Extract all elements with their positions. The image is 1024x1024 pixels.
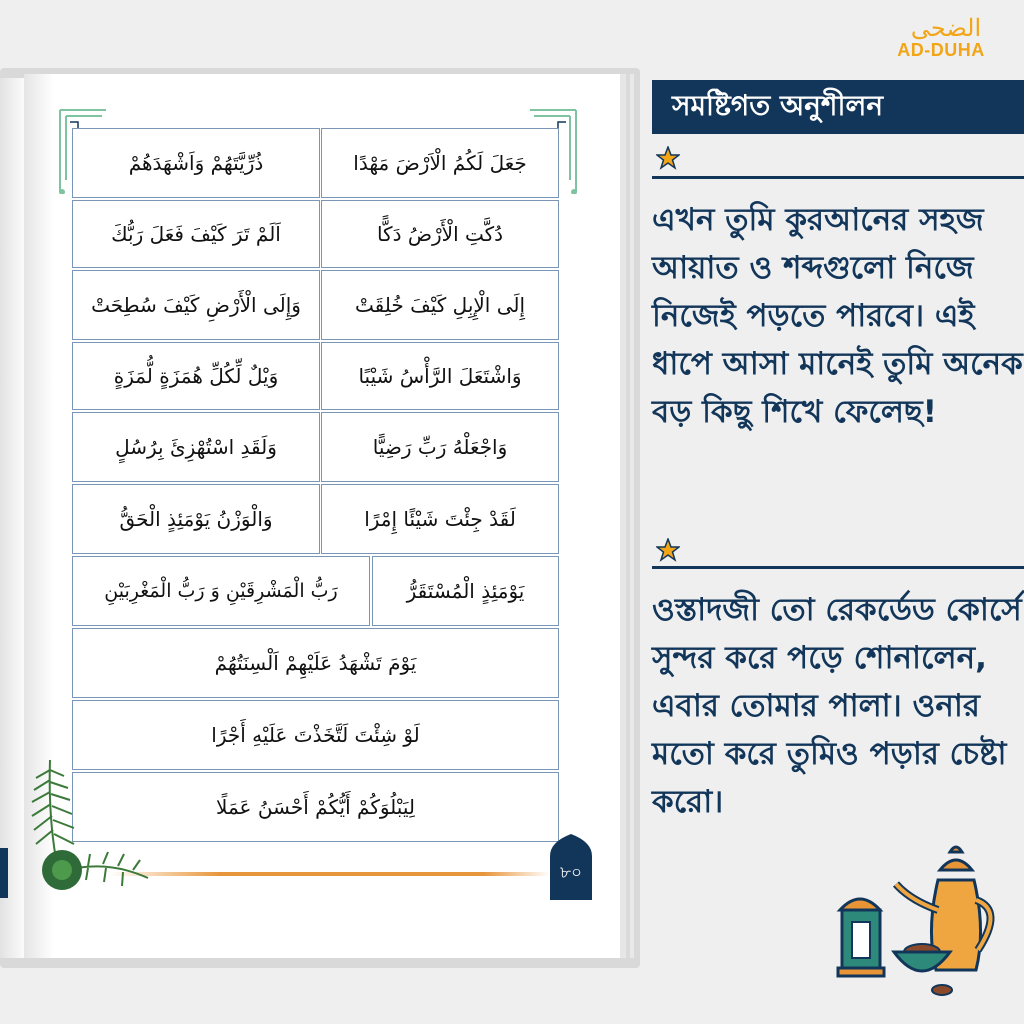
arabic-phrase-cell: يَوْمَئِذٍ الْمُسْتَقَرُّ [372,556,559,626]
arabic-phrase-cell: وَإِلَى الْأَرْضِ كَيْفَ سُطِحَتْ [72,270,320,340]
section-divider [652,566,1024,569]
instruction-paragraph: এখন তুমি কুরআনের সহজ আয়াত ও শব্দগুলো নিজে নিজেই পড়তে পারবে। এই ধাপে আসা মানেই তুমি অনেক বড় কিছু শিখে ফেলেছ! [652,202,1023,430]
arabic-phrase-cell: وَلَقَدِ اسْتُهْزِئَ بِرُسُلٍ [72,412,320,482]
lantern-teapot-dates-icon [830,840,1024,1024]
arabic-phrase-cell: وَالْوَزْنُ يَوْمَئِذٍ الْحَقُّ [72,484,320,554]
instruction-paragraph: ওস্তাদজী তো রেকর্ডেড কোর্সে সুন্দর করে পড়ে শোনালেন, এবার তোমার পালা। ওনার মতো করে তুমিও পড়ার চেষ্টা করো। [652,592,1022,820]
arabic-verse-cell: يَوْمَ تَشْهَدُ عَلَيْهِمْ اَلْسِنَتُهُمْ [72,628,559,698]
section-divider [652,176,1024,179]
section-title-text: সমষ্টিগত অনুশীলন [672,88,884,122]
page-footer-line [110,872,550,876]
arabic-verse-cell: لَوْ شِئْتَ لَتَّخَذْتَ عَلَيْهِ أَجْرًا [72,700,559,770]
section-title [652,80,1024,134]
left-page-number-tab [0,848,8,898]
arabic-phrase-cell: رَبُّ الْمَشْرِقَيْنِ وَ رَبُّ الْمَغْرِبَيْنِ [72,556,370,626]
arabic-phrase-cell: جَعَلَ لَكُمُ الْاَرْضَ مَهْدًا [321,128,559,198]
arabic-phrase-cell: إِلَى الْإِبِلِ كَيْفَ خُلِقَتْ [321,270,559,340]
palm-leaf-icon [18,750,158,900]
star-icon [656,538,680,562]
brand-logo: AD-DUHA [897,40,985,60]
brand-logo-arabic: الضحى [910,14,982,42]
arabic-phrase-cell: وَيْلٌ لِّكُلِّ هُمَزَةٍ لُّمَزَةٍ [72,342,320,410]
arabic-phrase-cell: لَقَدْ جِئْتَ شَيْئًا إِمْرًا [321,484,559,554]
arabic-phrase-cell: ذُرِّيَّتَهُمْ وَاَشْهَدَهُمْ [72,128,320,198]
star-icon [656,146,680,170]
page-number: ৮০ [559,863,583,883]
arabic-phrase-cell: وَاشْتَعَلَ الرَّأْسُ شَيْبًا [321,342,559,410]
arabic-phrase-cell: دُكَّتِ الْأَرْضُ دَكًّا [321,200,559,268]
arabic-phrase-cell: وَاجْعَلْهُ رَبِّ رَضِيًّا [321,412,559,482]
arabic-verse-cell: لِيَبْلُوَكُمْ أَيُّكُمْ أَحْسَنُ عَمَلًا [72,772,559,842]
arabic-phrase-cell: اَلَمْ تَرَ كَيْفَ فَعَلَ رَبُّكَ [72,200,320,268]
